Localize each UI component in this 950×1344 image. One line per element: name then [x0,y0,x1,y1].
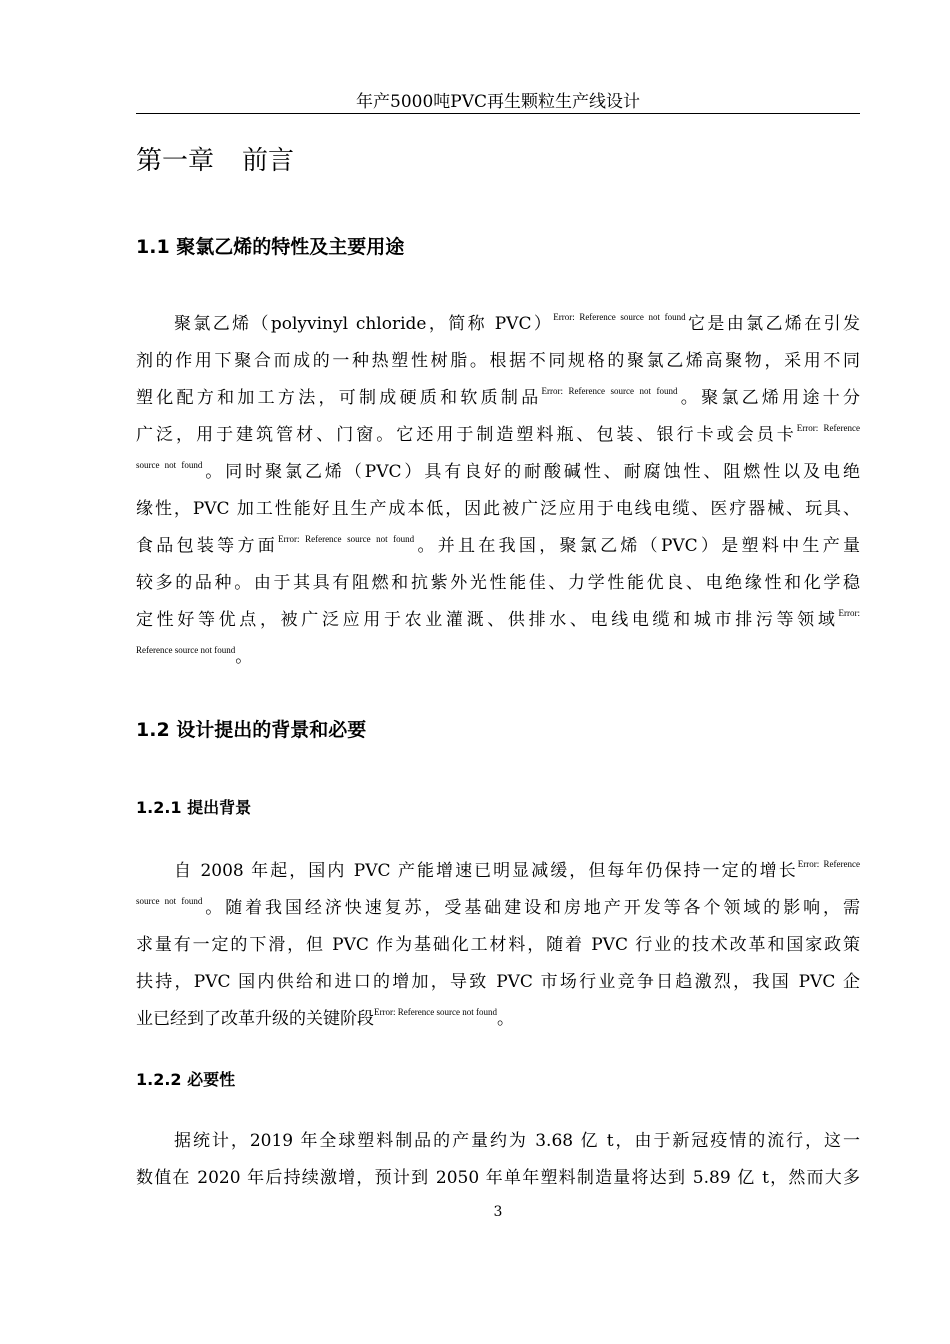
text-line: 塑化配方和加工方法，可制成硬质和软质制品$^{Error: Reference source not found}$。聚氯乙烯用途十分 [136,386,860,408]
text-line: 聚氯乙烯（polyvinyl chloride，简称 PVC）$^{Error: Reference source not found}$它是由氯乙烯在引发 [174,312,860,334]
header-rule [136,113,860,114]
text-line: 求量有一定的下滑，但 PVC 作为基础化工材料，随着 PVC 行业的技术改革和国家政策 [136,935,860,955]
reference-error: source not found [136,896,203,906]
text-line: 业已经到了改革升级的关键阶段$^{Error: Reference source not found}$。 [136,1007,514,1029]
reference-error: Reference source not found [136,645,236,655]
text-line: 剂的作用下聚合而成的一种热塑性树脂。根据不同规格的聚氯乙烯高聚物，采用不同 [136,351,860,371]
section-heading-1-2-2: 1.2.2 必要性 [136,1070,236,1089]
reference-error: Error: [838,608,860,618]
text-line: 食品包装等方面$^{Error: Reference source not found}$。并且在我国，聚氯乙烯（PVC）是塑料中生产量 [136,534,861,556]
reference-error: Error: Reference source not found [553,312,686,322]
text-line: 数值在 2020 年后持续激增，预计到 2050 年单年塑料制造量将达到 5.89 亿 t，然而大多 [136,1168,860,1188]
section-heading-1-2-1: 1.2.1 提出背景 [136,798,252,817]
chapter-heading [136,144,294,178]
text-line: $^{Reference source not found}$。 [136,645,253,667]
section-heading-1-1: 1.1 聚氯乙烯的特性及主要用途 [136,236,405,258]
text-line: 缘性，PVC 加工性能好且生产成本低，因此被广泛应用于电线电缆、医疗器械、玩具、 [136,499,860,519]
chapter-title: 前言 [242,146,295,176]
reference-error: Error: Reference source not found [278,534,415,544]
text-line: 广泛，用于建筑管材、门窗。它还用于制造塑料瓶、包装、银行卡或会员卡$^{Error: Reference}$ [136,423,860,445]
text-line: $^{source not found}$。同时聚氯乙烯（PVC）具有良好的耐酸碱性、耐腐蚀性、阻燃性以及电绝 [136,460,860,482]
text-line: $^{source not found}$。随着我国经济快速复苏，受基础建设和房地产开发等各个领域的影响，需 [136,896,860,918]
chapter-number: 第一章 [136,146,215,176]
reference-error: Error: Reference [797,859,860,869]
paragraph-1-1 [136,306,860,676]
text-line: 扶持，PVC 国内供给和进口的增加，导致 PVC 市场行业竞争日趋激烈，我国 PVC 企 [136,972,860,992]
reference-error: Error: Reference [796,423,860,433]
paragraph-1-2-1 [136,853,860,1038]
section-heading-1-2: 1.2 设计提出的背景和必要 [136,719,367,741]
text-line: 定性好等优点，被广泛应用于农业灌溉、供排水、电线电缆和城市排污等领域$^{Error:}$ [136,608,860,630]
text-line: 较多的品种。由于其具有阻燃和抗紫外光性能佳、力学性能优良、电绝缘性和化学稳 [136,573,860,593]
text-line: 据统计，2019 年全球塑料制品的产量约为 3.68 亿 t，由于新冠疫情的流行，这一 [174,1131,860,1151]
reference-error: Error: Reference source not found [541,386,678,396]
reference-error: source not found [136,460,203,470]
running-header-title: 年产5000吨PVC再生颗粒生产线设计 [356,92,640,112]
text-line: 自 2008 年起，国内 PVC 产能增速已明显减缓，但每年仍保持一定的增长$^{Error: Reference}$ [174,859,860,881]
reference-error: Error: Reference source not found [374,1007,497,1017]
paragraph-1-2-2 [136,1123,860,1197]
page-number: 3 [493,1204,503,1220]
